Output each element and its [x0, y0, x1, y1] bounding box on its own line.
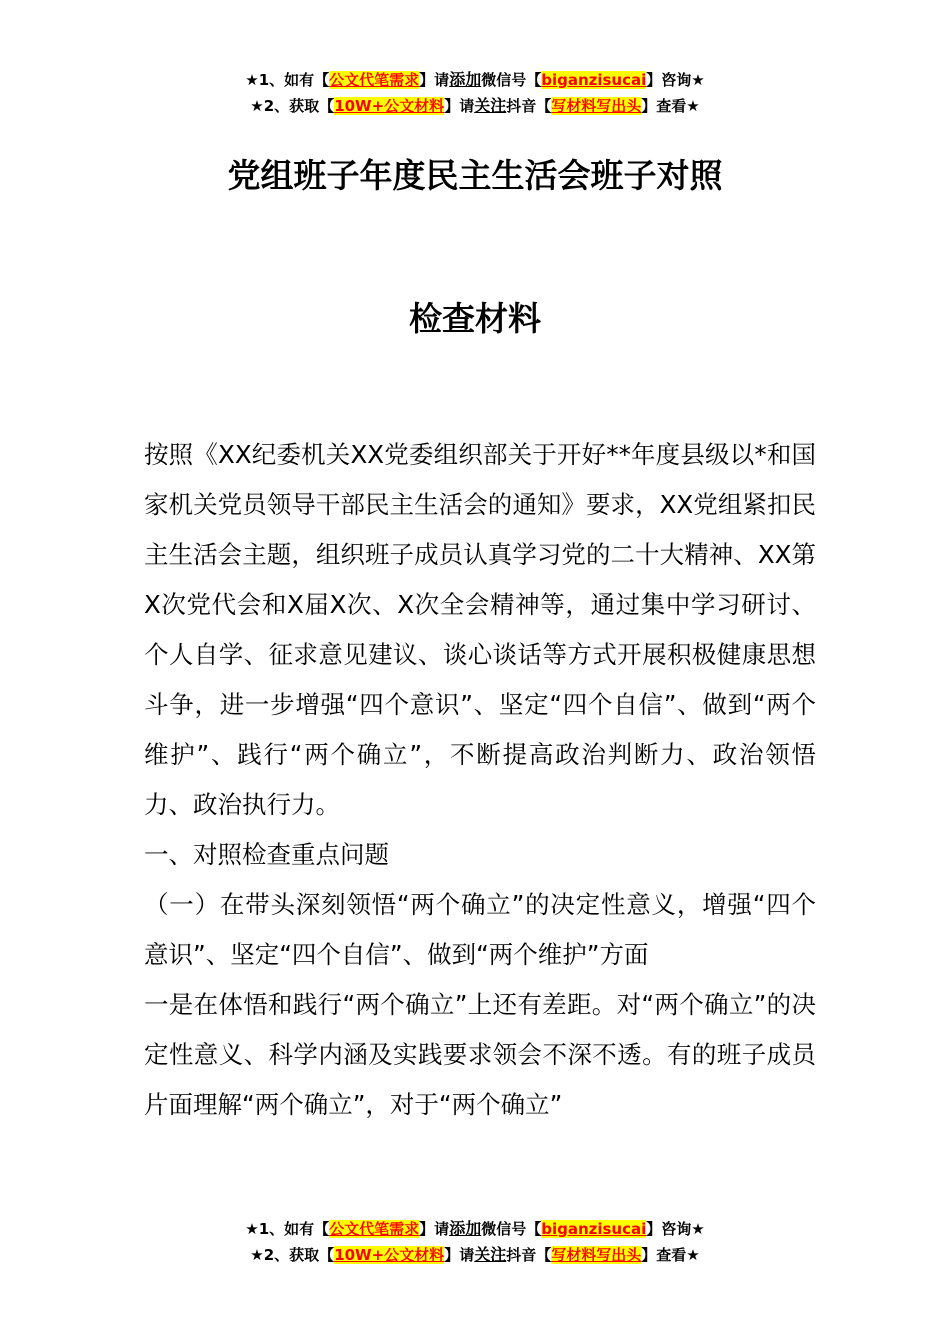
promo-highlight-douyin: 写材料写出头 — [551, 1246, 642, 1264]
promo-underline: 关注 — [474, 1245, 507, 1264]
promo-line-1 — [0, 1216, 950, 1242]
promo-highlight-wechat: biganzisucai — [541, 1220, 647, 1238]
promo-highlight: 公文代笔需求 — [329, 1220, 420, 1238]
document-title-line-1: 党组班子年度民主生活会班子对照 — [227, 156, 723, 195]
promo-text: ★2、获取【 — [250, 1246, 335, 1264]
promo-text: ★2、获取【 — [250, 97, 335, 115]
promo-highlight-douyin: 写材料写出头 — [551, 97, 642, 115]
body-paragraph: 一是在体悟和践行“两个确立”上还有差距。对“两个确立”的决定性意义、科学内涵及实践要求领会不深不透。有的班子成员片面理解“两个确立”，对于“两个确立” — [144, 990, 816, 1119]
intro-paragraph: 按照《XX纪委机关XX党委组织部关于开好**年度县级以*和国家机关党员领导干部民主生活会的通知》要求，XX党组紧扣民主生活会主题，组织班子成员认真学习党的二十大精神、XX第X次党代会和X届X次、X次全会精神等，通过集中学习研讨、个人自学、征求意见建议、谈心谈话等方式开展积极健康思想斗争，进一步增强“四个意识”、坚定“四个自信”、做到“两个维护”、践行“两个确立”，不断提高政治判断力、政治领悟力、政治执行力。 — [144, 440, 816, 819]
promo-text: 抖音【 — [506, 97, 552, 115]
promo-text: 】请 — [419, 1220, 450, 1238]
promo-text: 】请 — [444, 1246, 475, 1264]
document-title-line-2: 检查材料 — [409, 299, 541, 338]
promo-text: 微信号【 — [481, 1220, 542, 1238]
promo-underline: 添加 — [449, 1219, 482, 1238]
promo-highlight: 公文代笔需求 — [329, 71, 420, 89]
promo-text: 抖音【 — [506, 1246, 552, 1264]
promo-text: ★1、如有【 — [245, 71, 330, 89]
promo-text: ★1、如有【 — [245, 1220, 330, 1238]
promo-text: 微信号【 — [481, 71, 542, 89]
promo-text: 】查看★ — [641, 1246, 700, 1264]
document-body — [144, 430, 816, 1130]
promo-line-2 — [0, 1242, 950, 1268]
promo-line-1 — [0, 67, 950, 93]
promo-text: 】查看★ — [641, 97, 700, 115]
footer-promo-banner — [0, 1216, 950, 1268]
promo-highlight: 10W+公文材料 — [334, 1246, 445, 1264]
promo-text: 】请 — [444, 97, 475, 115]
promo-underline: 添加 — [449, 70, 482, 89]
promo-underline: 关注 — [474, 96, 507, 115]
subsection-heading: （一）在带头深刻领悟“两个确立”的决定性意义，增强“四个意识”、坚定“四个自信”、做到“两个维护”方面 — [144, 890, 816, 969]
promo-text: 】请 — [419, 71, 450, 89]
section-heading: 一、对照检查重点问题 — [144, 840, 389, 869]
header-promo-banner — [0, 67, 950, 119]
promo-highlight: 10W+公文材料 — [334, 97, 445, 115]
promo-line-2 — [0, 93, 950, 119]
promo-text: 】咨询★ — [646, 71, 705, 89]
promo-highlight-wechat: biganzisucai — [541, 71, 647, 89]
promo-text: 】咨询★ — [646, 1220, 705, 1238]
